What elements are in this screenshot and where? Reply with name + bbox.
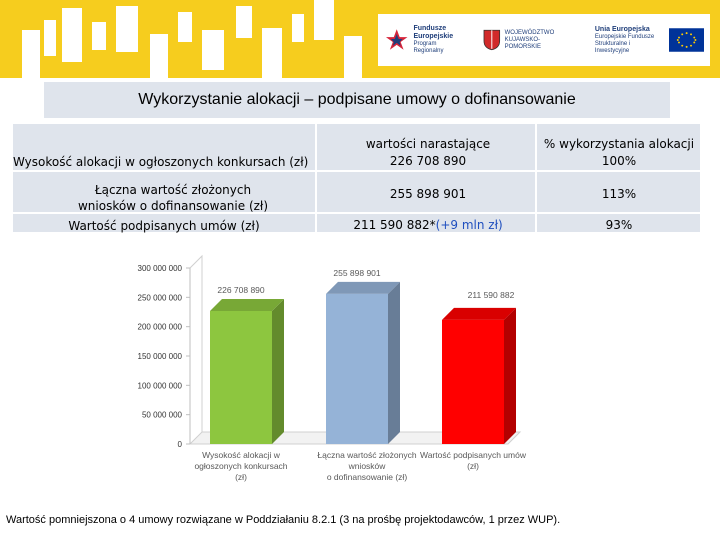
y-tick-label: 150 000 000: [137, 352, 182, 361]
bar-data-label: 211 590 882: [467, 289, 515, 300]
logo-text-line: Unia Europejska: [594, 25, 650, 33]
row-value-text: 211 590 882*: [353, 218, 436, 232]
decorative-block: [62, 8, 82, 62]
logo-text-line: Program Regionalny: [413, 41, 444, 54]
column-header-percent: % wykorzystania alokacji: [543, 137, 695, 151]
chart-wall: [190, 256, 202, 432]
row-value: [323, 217, 533, 233]
decorative-block: [344, 36, 362, 78]
eu-funds-star-icon: [384, 27, 409, 53]
decorative-block: [44, 20, 56, 56]
row-percent: 93%: [605, 218, 633, 232]
eu-flag-icon: [669, 28, 704, 52]
y-tick-label: 100 000 000: [137, 381, 182, 391]
bar: [210, 311, 272, 444]
column-divider: [535, 124, 537, 232]
bar: [326, 294, 388, 444]
bar-side: [388, 282, 400, 444]
kujawsko-pomorskie-crest-icon: [483, 29, 501, 51]
page-title: Wykorzystanie alokacji – podpisane umowy o dofinansowanie: [44, 82, 670, 118]
bar-top: [210, 299, 284, 311]
logo-fundusze: [384, 25, 467, 55]
y-tick-label: 0: [177, 440, 182, 449]
row-value-note: (+9 mln zł): [435, 218, 503, 232]
logo-wojewodztwo: [483, 29, 575, 51]
decorative-block: [150, 34, 168, 78]
decorative-block: [314, 0, 334, 40]
row-label: Wysokość alokacji w ogłoszonych konkursach (zł): [13, 155, 309, 169]
category-label: (zł): [235, 472, 247, 482]
decorative-block: [92, 22, 106, 50]
y-tick-label: 50 000 000: [141, 410, 182, 420]
decorative-block: [262, 28, 282, 78]
bar-side: [272, 299, 284, 444]
bar-data-label: 255 898 901: [333, 267, 381, 278]
logo-text-line: KUJAWSKO-POMORSKIE: [504, 36, 541, 50]
row-value: 255 898 901: [389, 187, 467, 201]
row-label: Łączna wartość złożonych wniosków o dofinansowanie (zł): [77, 183, 269, 213]
category-label: Wysokość alokacji w: [202, 450, 280, 460]
category-label: Łączna wartość złożonych: [317, 450, 417, 460]
logo-unia-europejska: [595, 26, 704, 55]
logo-text-line: Europejskie Fundusze: [594, 33, 655, 40]
column-header-value: wartości narastające: [365, 137, 491, 151]
y-tick-label: 300 000 000: [137, 264, 182, 273]
logo-text-line: Europejskie: [413, 33, 454, 40]
bar: [442, 320, 504, 444]
footnote: Wartość pomniejszona o 4 umowy rozwiązane w Poddziałaniu 8.2.1 (3 na prośbę projektodawców, 1 przez WUP).: [6, 514, 561, 526]
category-label: (zł): [467, 461, 479, 471]
header-band: [0, 0, 720, 78]
decorative-block: [236, 6, 252, 38]
logo-text-line: WOJEWÓDZTWO: [504, 29, 555, 36]
bar-top: [326, 282, 400, 294]
bar-chart: [110, 246, 580, 504]
y-tick-label: 200 000 000: [137, 322, 182, 332]
category-label: ogłoszonych konkursach: [194, 461, 288, 471]
logo-panel: [378, 14, 710, 66]
bar-data-label: 226 708 890: [217, 284, 265, 295]
category-label: o dofinansowanie (zł): [326, 472, 408, 482]
column-divider: [315, 124, 317, 232]
category-label: wniosków: [348, 461, 386, 471]
decorative-block: [202, 30, 224, 70]
decorative-block: [292, 14, 304, 42]
decorative-block: [116, 6, 138, 52]
row-value: 226 708 890: [389, 154, 467, 168]
row-divider: [13, 170, 700, 172]
summary-table: [13, 124, 700, 232]
y-tick-label: 250 000 000: [137, 293, 182, 303]
row-percent: 100%: [601, 154, 637, 168]
logo-text-line: Strukturalne i Inwestycyjne: [594, 40, 631, 54]
logo-text-line: Fundusze: [413, 25, 447, 32]
category-label: Wartość podpisanych umów: [420, 450, 526, 460]
row-percent: 113%: [601, 187, 637, 201]
bar-side: [504, 308, 516, 444]
decorative-block: [178, 12, 192, 42]
decorative-block: [22, 30, 40, 78]
row-label: Wartość podpisanych umów (zł): [68, 219, 260, 233]
bar-top: [442, 308, 516, 320]
